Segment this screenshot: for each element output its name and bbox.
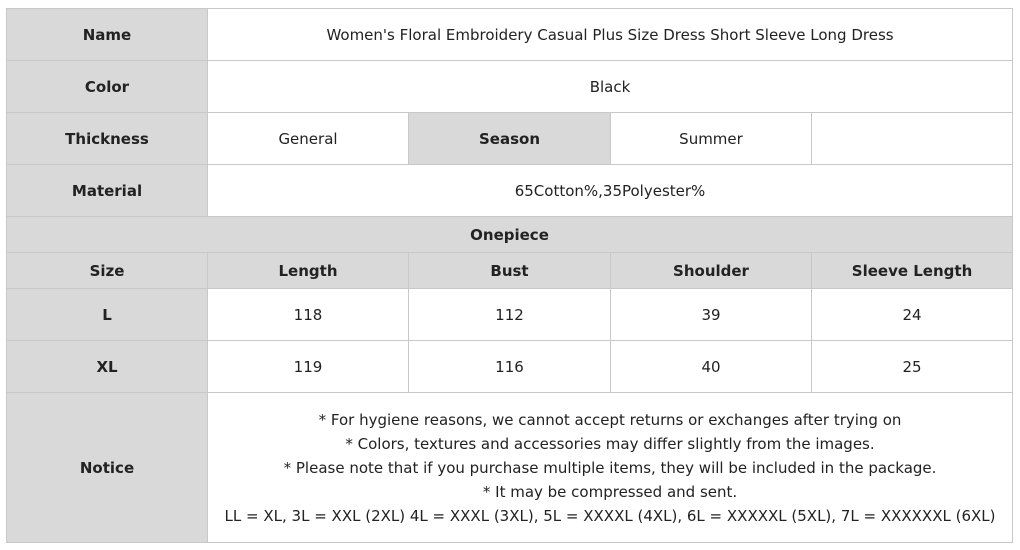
sleeve-length-cell: 25 [812,341,1013,393]
column-header-length: Length [208,253,409,289]
product-spec-table [6,8,1013,543]
color-value: Black [208,61,1013,113]
season-label: Season [409,113,611,165]
column-header-size: Size [7,253,208,289]
name-label: Name [7,9,208,61]
column-header-bust: Bust [409,253,611,289]
season-value: Summer [611,113,812,165]
name-row [7,9,1013,61]
shoulder-cell: 40 [611,341,812,393]
size-cell: XL [7,341,208,393]
size-header-row [7,253,1013,289]
color-row [7,61,1013,113]
notice-label: Notice [7,393,208,543]
empty-cell [812,113,1013,165]
bust-cell: 116 [409,341,611,393]
thickness-season-row [7,113,1013,165]
section-title-row [7,217,1013,253]
column-header-sleeve-length: Sleeve Length [812,253,1013,289]
notice-line: * Please note that if you purchase multiple items, they will be included in the package. [283,458,937,477]
section-title: Onepiece [7,217,1013,253]
material-label: Material [7,165,208,217]
notice-line: * Colors, textures and accessories may differ slightly from the images. [345,434,875,453]
size-row-l [7,289,1013,341]
color-label: Color [7,61,208,113]
shoulder-cell: 39 [611,289,812,341]
name-value: Women's Floral Embroidery Casual Plus Size Dress Short Sleeve Long Dress [208,9,1013,61]
size-cell: L [7,289,208,341]
column-header-shoulder: Shoulder [611,253,812,289]
notice-line: * It may be compressed and sent. [482,482,738,501]
length-cell: 119 [208,341,409,393]
size-conversion-line: LL = XL, 3L = XXL (2XL) 4L = XXXL (3XL), 5L = XXXXL (4XL), 6L = XXXXXL (5XL), 7L = XXXXXXL (6XL) [224,506,996,525]
bust-cell: 112 [409,289,611,341]
notice-content [208,393,1013,543]
thickness-value: General [208,113,409,165]
length-cell: 118 [208,289,409,341]
material-value: 65Cotton%,35Polyester% [208,165,1013,217]
size-row-xl [7,341,1013,393]
notice-line: * For hygiene reasons, we cannot accept returns or exchanges after trying on [318,410,902,429]
material-row [7,165,1013,217]
thickness-label: Thickness [7,113,208,165]
notice-row [7,393,1013,543]
sleeve-length-cell: 24 [812,289,1013,341]
